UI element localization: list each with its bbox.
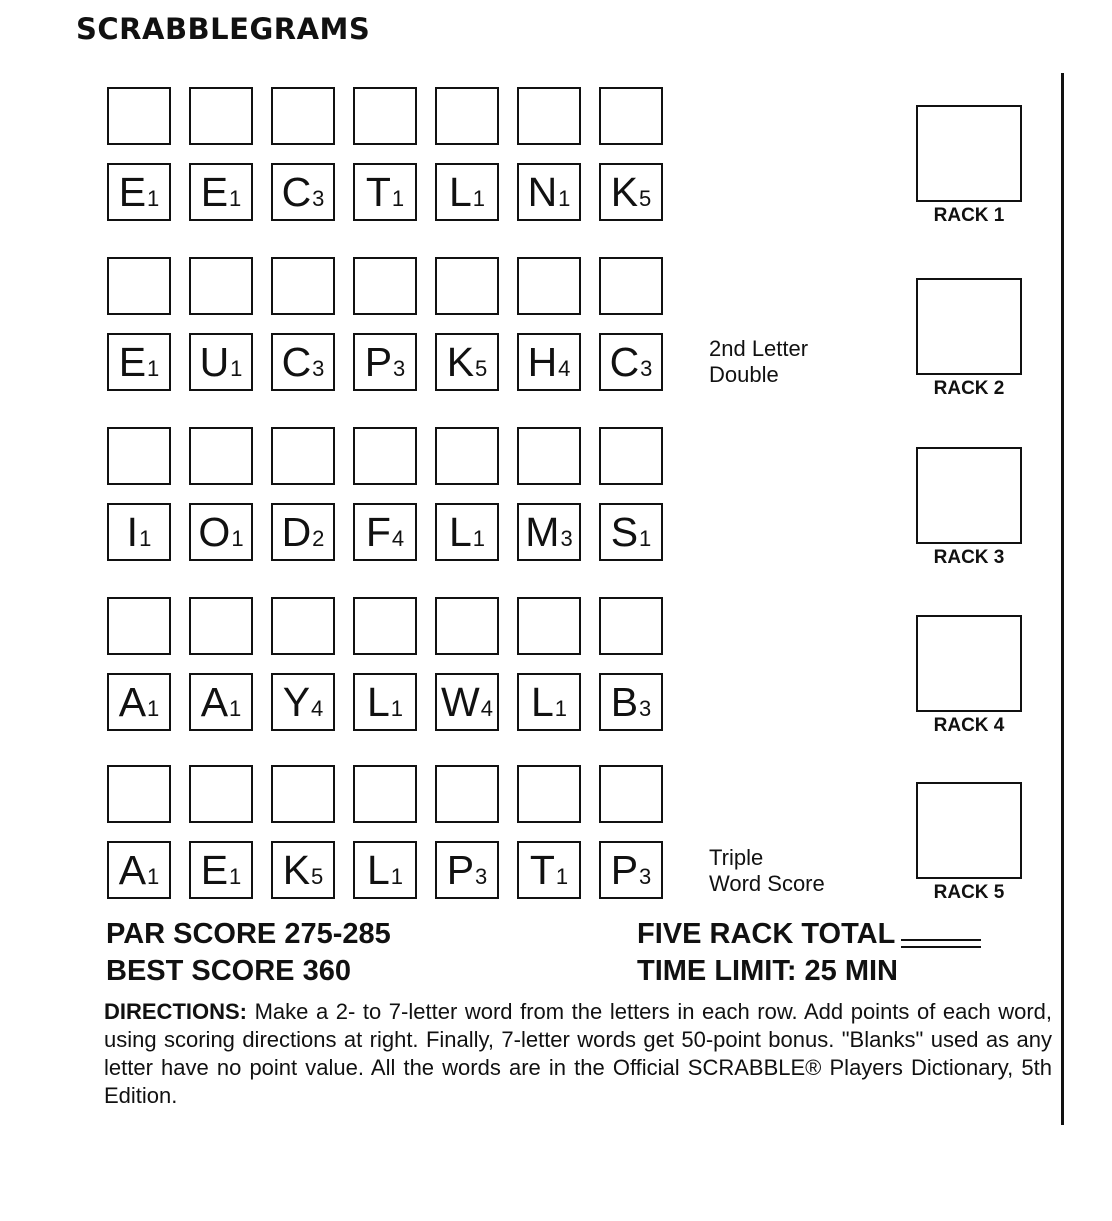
rack-5 bbox=[916, 782, 1022, 904]
tile-points: 3 bbox=[639, 695, 652, 721]
tile-letter: P bbox=[446, 846, 475, 893]
letter-tile[interactable] bbox=[435, 503, 499, 561]
answer-box[interactable] bbox=[189, 427, 253, 485]
tile-letter: T bbox=[365, 168, 391, 215]
answer-box[interactable] bbox=[189, 87, 253, 145]
answer-box[interactable] bbox=[599, 765, 663, 823]
tile-points: 1 bbox=[390, 695, 404, 721]
directions-label: DIRECTIONS: bbox=[104, 999, 247, 1024]
tile-points: 1 bbox=[558, 185, 571, 211]
tile-letter: L bbox=[366, 846, 390, 893]
answer-box[interactable] bbox=[435, 427, 499, 485]
tile-letter: D bbox=[281, 508, 312, 555]
rack-score-box[interactable] bbox=[916, 278, 1022, 375]
answer-box[interactable] bbox=[271, 765, 335, 823]
letter-tile[interactable] bbox=[599, 503, 663, 561]
letter-tile[interactable] bbox=[599, 841, 663, 899]
tile-letter: T bbox=[529, 846, 555, 893]
letter-tile[interactable] bbox=[435, 333, 499, 391]
answer-box[interactable] bbox=[107, 597, 171, 655]
scoring-note-line: Triple bbox=[709, 845, 764, 870]
rack-1 bbox=[916, 105, 1022, 227]
tile-points: 4 bbox=[311, 695, 324, 721]
tile-points: 5 bbox=[475, 355, 488, 381]
letter-tile[interactable] bbox=[107, 673, 171, 731]
tile-letter: Y bbox=[282, 678, 311, 725]
tile-points: 4 bbox=[558, 355, 571, 381]
rack-label: RACK 2 bbox=[933, 378, 1005, 399]
letter-tile[interactable] bbox=[599, 333, 663, 391]
tile-letter: C bbox=[281, 168, 312, 215]
letter-tile[interactable] bbox=[353, 163, 417, 221]
tile-letter: A bbox=[200, 678, 229, 725]
tile-letter: A bbox=[118, 678, 147, 725]
answer-box[interactable] bbox=[353, 597, 417, 655]
tile-letter: L bbox=[530, 678, 554, 725]
tile-letter: M bbox=[525, 508, 560, 555]
tile-points: 1 bbox=[472, 185, 486, 211]
answer-box[interactable] bbox=[107, 87, 171, 145]
answer-box[interactable] bbox=[107, 427, 171, 485]
tile-letter: A bbox=[118, 846, 147, 893]
directions bbox=[104, 998, 1052, 1110]
answer-boxes bbox=[107, 765, 663, 823]
letter-tile[interactable] bbox=[353, 333, 417, 391]
rack-score-box[interactable] bbox=[916, 447, 1022, 544]
scoring-note-row-5 bbox=[709, 845, 825, 897]
letter-tile[interactable] bbox=[353, 673, 417, 731]
rack-3 bbox=[916, 447, 1022, 569]
answer-box[interactable] bbox=[599, 427, 663, 485]
answer-box[interactable] bbox=[189, 257, 253, 315]
time-limit: TIME LIMIT: 25 MIN bbox=[637, 955, 898, 987]
letter-tile[interactable] bbox=[353, 841, 417, 899]
tile-letter: E bbox=[118, 338, 147, 385]
letter-tile[interactable] bbox=[435, 841, 499, 899]
letter-tile[interactable] bbox=[517, 163, 581, 221]
tile-points: 1 bbox=[147, 695, 160, 721]
rack-4 bbox=[916, 615, 1022, 737]
letter-tile[interactable] bbox=[599, 673, 663, 731]
tile-letter: N bbox=[527, 168, 558, 215]
rack-label: RACK 4 bbox=[933, 715, 1005, 736]
tile-letter: E bbox=[118, 168, 147, 215]
score-info bbox=[106, 916, 391, 990]
five-rack-total-label: FIVE RACK TOTAL bbox=[637, 918, 896, 950]
tile-points: 1 bbox=[554, 695, 568, 721]
letter-tile[interactable] bbox=[189, 333, 253, 391]
rack-score-box[interactable] bbox=[916, 782, 1022, 879]
tile-letter: L bbox=[448, 168, 472, 215]
scoring-note-line: Word Score bbox=[709, 871, 825, 896]
answer-box[interactable] bbox=[107, 765, 171, 823]
rack-score-box[interactable] bbox=[916, 105, 1022, 202]
tile-letter: L bbox=[366, 678, 390, 725]
tile-points: 1 bbox=[147, 185, 160, 211]
answer-box[interactable] bbox=[189, 597, 253, 655]
answer-box[interactable] bbox=[107, 257, 171, 315]
tile-points: 1 bbox=[390, 863, 404, 889]
scoring-note-line: 2nd Letter bbox=[709, 336, 809, 361]
tile-points: 1 bbox=[555, 863, 569, 889]
tile-points: 3 bbox=[312, 185, 325, 211]
letter-tile[interactable] bbox=[435, 163, 499, 221]
answer-box[interactable] bbox=[517, 597, 581, 655]
tile-letter: E bbox=[200, 846, 229, 893]
tile-letter: E bbox=[200, 168, 229, 215]
letter-tile[interactable] bbox=[517, 333, 581, 391]
answer-box[interactable] bbox=[353, 765, 417, 823]
rack-label: RACK 1 bbox=[933, 205, 1005, 226]
tile-letter: K bbox=[446, 338, 475, 385]
tile-points: 1 bbox=[391, 185, 405, 211]
letter-tiles bbox=[107, 163, 663, 221]
tile-letter: I bbox=[126, 508, 139, 555]
letter-tile[interactable] bbox=[517, 503, 581, 561]
tile-points: 1 bbox=[147, 355, 160, 381]
letter-tile[interactable] bbox=[107, 503, 171, 561]
tile-letter: B bbox=[610, 678, 639, 725]
tile-points: 3 bbox=[312, 355, 325, 381]
tile-points: 3 bbox=[475, 863, 488, 889]
tile-points: 1 bbox=[472, 525, 486, 551]
tile-points: 3 bbox=[393, 355, 406, 381]
letter-tile[interactable] bbox=[271, 333, 335, 391]
answer-box[interactable] bbox=[271, 427, 335, 485]
scoring-note-row-2 bbox=[709, 336, 808, 388]
best-score: BEST SCORE 360 bbox=[106, 955, 351, 987]
letter-tile[interactable] bbox=[189, 841, 253, 899]
letter-tiles bbox=[107, 841, 663, 899]
answer-boxes bbox=[107, 427, 663, 485]
answer-box[interactable] bbox=[517, 765, 581, 823]
answer-box[interactable] bbox=[435, 597, 499, 655]
letter-tile[interactable] bbox=[271, 163, 335, 221]
tile-points: 2 bbox=[312, 525, 325, 551]
answer-box[interactable] bbox=[435, 87, 499, 145]
answer-box[interactable] bbox=[271, 257, 335, 315]
letter-tile[interactable] bbox=[599, 163, 663, 221]
tile-letter: H bbox=[527, 338, 558, 385]
answer-box[interactable] bbox=[271, 87, 335, 145]
letter-tiles bbox=[107, 673, 663, 731]
total-info bbox=[637, 916, 981, 990]
letter-tile[interactable] bbox=[271, 673, 335, 731]
par-score: PAR SCORE 275-285 bbox=[106, 918, 391, 950]
tile-points: 4 bbox=[480, 695, 493, 721]
tile-points: 1 bbox=[229, 863, 242, 889]
tile-letter: K bbox=[282, 846, 311, 893]
answer-boxes bbox=[107, 87, 663, 145]
rack-label: RACK 3 bbox=[933, 547, 1005, 568]
tile-letter: W bbox=[441, 678, 480, 725]
letter-tiles bbox=[107, 503, 663, 561]
puzzle-title: SCRABBLEGRAMS bbox=[76, 12, 371, 46]
answer-box[interactable] bbox=[353, 257, 417, 315]
letter-tile[interactable] bbox=[517, 673, 581, 731]
tile-points: 1 bbox=[147, 863, 160, 889]
tile-points: 5 bbox=[311, 863, 324, 889]
rack-2 bbox=[916, 278, 1022, 400]
letter-tile[interactable] bbox=[435, 673, 499, 731]
tile-points: 1 bbox=[639, 525, 652, 551]
tile-letter: C bbox=[281, 338, 312, 385]
answer-box[interactable] bbox=[517, 257, 581, 315]
tile-letter: U bbox=[199, 338, 230, 385]
tile-letter: S bbox=[610, 508, 639, 555]
tile-letter: P bbox=[610, 846, 639, 893]
letter-tile[interactable] bbox=[189, 503, 253, 561]
tile-points: 1 bbox=[229, 185, 242, 211]
tile-letter: P bbox=[364, 338, 393, 385]
directions-text: Make a 2- to 7-letter word from the letters in each row. Add points of each word, using scoring directions at right. Finally, 7-letter words get 50-point bonus. "Blanks" used as any letter have no point value. All the words are in the Official SCRABBLE® Players Dictionary, 5th Edition. bbox=[104, 999, 1052, 1108]
letter-tile[interactable] bbox=[271, 841, 335, 899]
answer-box[interactable] bbox=[353, 87, 417, 145]
tile-points: 1 bbox=[231, 525, 244, 551]
letter-tile[interactable] bbox=[107, 333, 171, 391]
answer-box[interactable] bbox=[599, 597, 663, 655]
right-divider bbox=[1061, 73, 1064, 1125]
letter-tiles bbox=[107, 333, 663, 391]
answer-box[interactable] bbox=[435, 765, 499, 823]
tile-points: 4 bbox=[391, 525, 405, 551]
rack-label: RACK 5 bbox=[933, 882, 1005, 903]
letter-tile[interactable] bbox=[353, 503, 417, 561]
letter-tile[interactable] bbox=[107, 841, 171, 899]
scoring-note-line: Double bbox=[709, 362, 779, 387]
answer-box[interactable] bbox=[599, 257, 663, 315]
tile-letter: F bbox=[365, 508, 391, 555]
tile-points: 1 bbox=[230, 355, 243, 381]
answer-box[interactable] bbox=[517, 427, 581, 485]
tile-points: 3 bbox=[639, 863, 652, 889]
letter-tile[interactable] bbox=[107, 163, 171, 221]
answer-boxes bbox=[107, 597, 663, 655]
tile-points: 5 bbox=[639, 185, 652, 211]
tile-points: 3 bbox=[560, 525, 573, 551]
tile-points: 1 bbox=[229, 695, 242, 721]
answer-box[interactable] bbox=[271, 597, 335, 655]
answer-box[interactable] bbox=[599, 87, 663, 145]
tile-points: 1 bbox=[139, 525, 152, 551]
tile-letter: O bbox=[198, 508, 231, 555]
tile-letter: L bbox=[448, 508, 472, 555]
letter-tile[interactable] bbox=[189, 673, 253, 731]
letter-tile[interactable] bbox=[271, 503, 335, 561]
rack-score-box[interactable] bbox=[916, 615, 1022, 712]
tile-letter: K bbox=[610, 168, 639, 215]
total-answer-line[interactable] bbox=[901, 939, 981, 948]
letter-tile[interactable] bbox=[517, 841, 581, 899]
answer-box[interactable] bbox=[189, 765, 253, 823]
answer-box[interactable] bbox=[517, 87, 581, 145]
tile-letter: C bbox=[609, 338, 640, 385]
answer-boxes bbox=[107, 257, 663, 315]
answer-box[interactable] bbox=[435, 257, 499, 315]
tile-points: 3 bbox=[640, 355, 653, 381]
answer-box[interactable] bbox=[353, 427, 417, 485]
letter-tile[interactable] bbox=[189, 163, 253, 221]
